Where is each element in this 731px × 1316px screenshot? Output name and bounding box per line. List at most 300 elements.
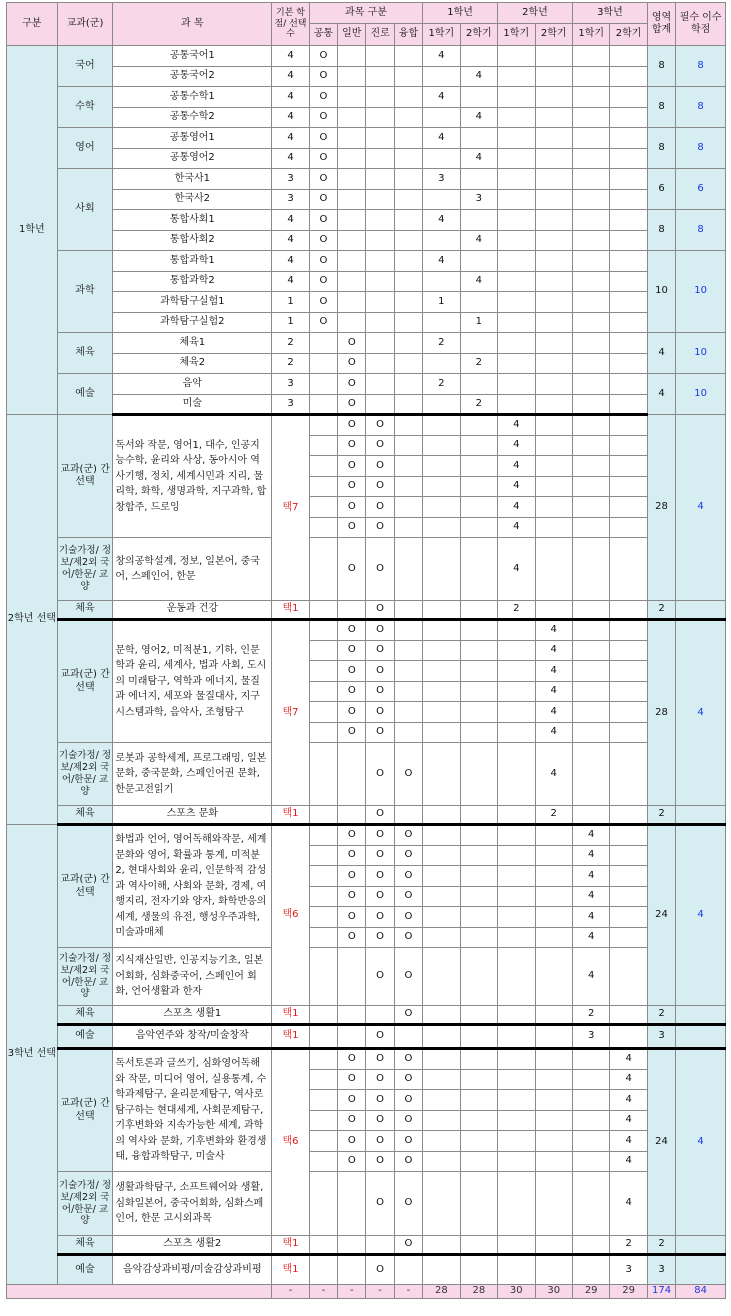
- semester-credit: [535, 292, 572, 313]
- type-mark: [338, 1236, 366, 1255]
- type-mark: O: [309, 251, 337, 272]
- type-mark: [394, 148, 422, 169]
- semester-credit: [572, 661, 609, 682]
- semester-credit: [498, 845, 535, 866]
- semester-credit: [423, 107, 460, 128]
- type-mark: [309, 601, 337, 620]
- semester-credit: [535, 825, 572, 846]
- credit-value: 3: [272, 169, 309, 190]
- type-mark: [366, 333, 394, 354]
- semester-credit: [572, 517, 609, 538]
- subject-name: 스포츠 문화: [113, 806, 272, 825]
- totals-dash: -: [366, 1285, 394, 1299]
- table-row: [7, 128, 726, 149]
- semester-credit: [535, 866, 572, 887]
- semester-credit: [610, 476, 647, 497]
- semester-credit: [460, 1131, 497, 1152]
- semester-credit: 4: [423, 128, 460, 149]
- totals-label: [7, 1285, 272, 1299]
- type-mark: [309, 476, 337, 497]
- type-mark: [309, 1049, 337, 1070]
- header-sem: 2학기: [535, 24, 572, 46]
- semester-credit: [498, 620, 535, 641]
- semester-credit: [460, 866, 497, 887]
- type-mark: [394, 169, 422, 190]
- required-credits: 4: [676, 825, 726, 1006]
- header-sem: 1학기: [423, 24, 460, 46]
- semester-credit: [423, 661, 460, 682]
- semester-credit: [423, 435, 460, 456]
- credit-value: 4: [272, 251, 309, 272]
- semester-credit: [572, 601, 609, 620]
- semester-credit: [423, 681, 460, 702]
- area-total: 8: [647, 46, 675, 87]
- type-mark: O: [394, 1049, 422, 1070]
- type-mark: [309, 948, 337, 1006]
- header-type-common: 공통: [309, 24, 337, 46]
- semester-credit: [460, 292, 497, 313]
- semester-credit: [610, 640, 647, 661]
- semester-credit: [498, 292, 535, 313]
- type-mark: O: [366, 927, 394, 948]
- semester-credit: 4: [572, 927, 609, 948]
- type-mark: [309, 620, 337, 641]
- semester-credit: [498, 661, 535, 682]
- semester-credit: [535, 210, 572, 231]
- semester-credit: [498, 1069, 535, 1090]
- totals-dash: -: [394, 1285, 422, 1299]
- table-row: [7, 374, 726, 395]
- semester-credit: [423, 845, 460, 866]
- semester-credit: 2: [498, 601, 535, 620]
- area-label: 예술: [57, 374, 113, 415]
- semester-credit: [610, 702, 647, 723]
- type-mark: [394, 128, 422, 149]
- semester-credit: [610, 886, 647, 907]
- area-total: 3: [647, 1255, 675, 1285]
- semester-credit: [460, 1025, 497, 1049]
- required-credits: 10: [676, 333, 726, 374]
- subject-name: 체육2: [113, 353, 272, 374]
- type-mark: [309, 1151, 337, 1172]
- type-mark: O: [366, 1151, 394, 1172]
- type-mark: O: [366, 806, 394, 825]
- area-total: 8: [647, 128, 675, 169]
- semester-credit: [535, 251, 572, 272]
- semester-credit: 3: [460, 189, 497, 210]
- semester-credit: [572, 128, 609, 149]
- semester-credit: [423, 1069, 460, 1090]
- area-total: 4: [647, 333, 675, 374]
- type-mark: O: [309, 87, 337, 108]
- type-mark: O: [366, 1025, 394, 1049]
- type-mark: O: [366, 497, 394, 518]
- table-row: [7, 415, 726, 436]
- area-label: 기술가정/ 정보/제2외 국어/한문/ 교양: [57, 743, 113, 806]
- area-label: 영어: [57, 128, 113, 169]
- totals-semester: 29: [610, 1285, 647, 1299]
- semester-credit: [460, 1151, 497, 1172]
- semester-credit: [498, 948, 535, 1006]
- semester-credit: 2: [610, 1236, 647, 1255]
- credit-value: 3: [272, 374, 309, 395]
- semester-credit: [460, 825, 497, 846]
- table-row: [7, 1006, 726, 1025]
- semester-credit: [535, 456, 572, 477]
- type-mark: O: [338, 517, 366, 538]
- subject-name: 한국사1: [113, 169, 272, 190]
- semester-credit: [610, 435, 647, 456]
- type-mark: [309, 1255, 337, 1285]
- semester-credit: 4: [460, 66, 497, 87]
- semester-credit: [610, 681, 647, 702]
- table-row: [7, 148, 726, 169]
- semester-credit: [572, 640, 609, 661]
- table-row: [7, 806, 726, 825]
- semester-credit: [535, 1151, 572, 1172]
- semester-credit: 4: [535, 681, 572, 702]
- semester-credit: [460, 806, 497, 825]
- semester-credit: [610, 497, 647, 518]
- type-mark: [309, 866, 337, 887]
- semester-credit: [423, 394, 460, 415]
- semester-credit: [535, 107, 572, 128]
- semester-credit: [610, 661, 647, 682]
- type-mark: [394, 66, 422, 87]
- table-row: [7, 1236, 726, 1255]
- header-sem: 1학기: [498, 24, 535, 46]
- type-mark: [366, 210, 394, 231]
- semester-credit: [535, 927, 572, 948]
- type-mark: [366, 46, 394, 67]
- area-total: 2: [647, 1236, 675, 1255]
- semester-credit: [610, 620, 647, 641]
- header-area-total: 영역 합계: [647, 3, 675, 46]
- area-label: 기술가정/ 정보/제2외 국어/한문/ 교양: [57, 948, 113, 1006]
- type-mark: [394, 435, 422, 456]
- selection-count: 택1: [272, 1236, 309, 1255]
- semester-credit: [423, 148, 460, 169]
- semester-credit: [610, 189, 647, 210]
- semester-credit: [498, 353, 535, 374]
- semester-credit: [610, 312, 647, 333]
- type-mark: [309, 886, 337, 907]
- subject-name: 통합사회1: [113, 210, 272, 231]
- type-mark: [394, 189, 422, 210]
- credit-value: 4: [272, 210, 309, 231]
- type-mark: [309, 661, 337, 682]
- table-row: [7, 189, 726, 210]
- type-mark: [366, 353, 394, 374]
- type-mark: [394, 640, 422, 661]
- semester-credit: [610, 169, 647, 190]
- semester-credit: [610, 825, 647, 846]
- semester-credit: [572, 292, 609, 313]
- semester-credit: [460, 722, 497, 743]
- semester-credit: [423, 497, 460, 518]
- semester-credit: [460, 251, 497, 272]
- semester-credit: 4: [610, 1090, 647, 1111]
- type-mark: [394, 702, 422, 723]
- totals-semester: 28: [460, 1285, 497, 1299]
- subject-name: 음악: [113, 374, 272, 395]
- semester-credit: [498, 640, 535, 661]
- area-label: 기술가정/ 정보/제2외 국어/한문/ 교양: [57, 538, 113, 601]
- type-mark: O: [309, 66, 337, 87]
- type-mark: O: [338, 640, 366, 661]
- type-mark: O: [394, 1069, 422, 1090]
- semester-credit: [572, 1069, 609, 1090]
- semester-credit: [460, 1236, 497, 1255]
- semester-credit: [460, 948, 497, 1006]
- table-row: [7, 948, 726, 1006]
- semester-credit: [423, 620, 460, 641]
- table-row: [7, 271, 726, 292]
- semester-credit: [610, 353, 647, 374]
- semester-credit: [572, 312, 609, 333]
- area-label: 기술가정/ 정보/제2외 국어/한문/ 교양: [57, 1172, 113, 1236]
- semester-credit: [610, 271, 647, 292]
- semester-credit: 3: [423, 169, 460, 190]
- semester-credit: [460, 661, 497, 682]
- type-mark: O: [366, 601, 394, 620]
- semester-credit: [535, 353, 572, 374]
- subject-list: 로봇과 공학세계, 프로그래밍, 일본문화, 중국문화, 스페인어권 문화, 한문고전읽기: [113, 743, 272, 806]
- semester-credit: [460, 538, 497, 601]
- area-label: 수학: [57, 87, 113, 128]
- semester-credit: [610, 394, 647, 415]
- header-type-general: 일반: [338, 24, 366, 46]
- semester-credit: 4: [610, 1049, 647, 1070]
- type-mark: [309, 907, 337, 928]
- type-mark: [309, 702, 337, 723]
- semester-credit: [535, 948, 572, 1006]
- area-total: 2: [647, 806, 675, 825]
- semester-credit: [572, 681, 609, 702]
- semester-credit: [498, 806, 535, 825]
- semester-credit: [498, 1151, 535, 1172]
- selection-count: 택1: [272, 1255, 309, 1285]
- table-row: [7, 394, 726, 415]
- semester-credit: [535, 601, 572, 620]
- semester-credit: [460, 927, 497, 948]
- semester-credit: [460, 476, 497, 497]
- semester-credit: [423, 601, 460, 620]
- type-mark: O: [338, 722, 366, 743]
- semester-credit: [610, 128, 647, 149]
- type-mark: [309, 1090, 337, 1111]
- type-mark: [394, 312, 422, 333]
- semester-credit: 2: [572, 1006, 609, 1025]
- semester-credit: [498, 1110, 535, 1131]
- semester-credit: [498, 681, 535, 702]
- semester-credit: 4: [498, 497, 535, 518]
- semester-credit: 2: [535, 806, 572, 825]
- semester-credit: [498, 1255, 535, 1285]
- type-mark: [366, 128, 394, 149]
- semester-credit: [423, 1025, 460, 1049]
- semester-credit: [610, 415, 647, 436]
- type-mark: O: [338, 1151, 366, 1172]
- totals-required: 84: [676, 1285, 726, 1299]
- semester-credit: [498, 866, 535, 887]
- semester-credit: [610, 333, 647, 354]
- semester-credit: [460, 886, 497, 907]
- type-mark: [394, 230, 422, 251]
- semester-credit: [498, 394, 535, 415]
- grade2-label: 2학년 선택: [7, 415, 58, 825]
- semester-credit: [610, 907, 647, 928]
- semester-credit: 4: [498, 476, 535, 497]
- type-mark: O: [366, 866, 394, 887]
- subject-list: 독서와 작문, 영어1, 대수, 인공지능수학, 윤리와 사상, 동아시아 역사기행, 정치, 세계시민과 지리, 물리학, 화학, 생명과학, 지구과학, 합창합주, 드로잉: [113, 415, 272, 538]
- totals-dash: -: [309, 1285, 337, 1299]
- credit-value: 4: [272, 230, 309, 251]
- type-mark: O: [366, 1049, 394, 1070]
- type-mark: [338, 743, 366, 806]
- table-row: [7, 66, 726, 87]
- type-mark: O: [338, 886, 366, 907]
- credit-value: 4: [272, 87, 309, 108]
- type-mark: O: [366, 886, 394, 907]
- type-mark: O: [309, 169, 337, 190]
- semester-credit: [572, 1090, 609, 1111]
- semester-credit: 4: [610, 1069, 647, 1090]
- semester-credit: 4: [535, 661, 572, 682]
- required-credits: 8: [676, 128, 726, 169]
- semester-credit: [460, 435, 497, 456]
- type-mark: O: [394, 927, 422, 948]
- semester-credit: [535, 46, 572, 67]
- type-mark: [338, 210, 366, 231]
- selection-count: 택7: [272, 620, 309, 806]
- type-mark: O: [366, 845, 394, 866]
- semester-credit: [610, 1025, 647, 1049]
- semester-credit: 4: [610, 1110, 647, 1131]
- type-mark: O: [394, 1236, 422, 1255]
- semester-credit: [572, 189, 609, 210]
- semester-credit: 1: [423, 292, 460, 313]
- type-mark: [338, 1172, 366, 1236]
- subject-name: 통합과학1: [113, 251, 272, 272]
- semester-credit: [423, 825, 460, 846]
- table-row: [7, 743, 726, 806]
- semester-credit: [572, 435, 609, 456]
- semester-credit: [498, 1090, 535, 1111]
- type-mark: O: [394, 743, 422, 806]
- type-mark: [309, 927, 337, 948]
- type-mark: [366, 271, 394, 292]
- selection-count: 택6: [272, 1049, 309, 1236]
- selection-count: 택1: [272, 806, 309, 825]
- type-mark: [394, 517, 422, 538]
- semester-credit: [572, 374, 609, 395]
- area-label: 체육: [57, 601, 113, 620]
- semester-credit: [572, 620, 609, 641]
- type-mark: O: [366, 538, 394, 601]
- type-mark: O: [366, 681, 394, 702]
- type-mark: O: [394, 825, 422, 846]
- type-mark: [338, 601, 366, 620]
- area-total: 8: [647, 210, 675, 251]
- semester-credit: [610, 66, 647, 87]
- semester-credit: 4: [572, 886, 609, 907]
- type-mark: [366, 87, 394, 108]
- semester-credit: 4: [460, 230, 497, 251]
- semester-credit: [460, 620, 497, 641]
- semester-credit: [610, 806, 647, 825]
- type-mark: [394, 661, 422, 682]
- subject-name: 공통국어2: [113, 66, 272, 87]
- type-mark: O: [338, 1090, 366, 1111]
- type-mark: O: [366, 435, 394, 456]
- semester-credit: [498, 230, 535, 251]
- type-mark: O: [394, 1110, 422, 1131]
- semester-credit: 4: [498, 415, 535, 436]
- grade1-label: 1학년: [7, 46, 58, 415]
- semester-credit: 4: [423, 87, 460, 108]
- semester-credit: [460, 702, 497, 723]
- subject-list: 지식재산일반, 인공지능기초, 일본어회화, 심화중국어, 스페인어 회화, 언어생활과 한자: [113, 948, 272, 1006]
- selection-count: 택7: [272, 415, 309, 601]
- semester-credit: [610, 87, 647, 108]
- type-mark: [309, 1025, 337, 1049]
- totals-semester: 30: [498, 1285, 535, 1299]
- type-mark: [366, 169, 394, 190]
- semester-credit: [498, 374, 535, 395]
- semester-credit: [498, 886, 535, 907]
- semester-credit: [572, 353, 609, 374]
- selection-count: 택6: [272, 825, 309, 1006]
- type-mark: [309, 353, 337, 374]
- area-total: 6: [647, 169, 675, 210]
- type-mark: O: [309, 271, 337, 292]
- type-mark: O: [394, 1090, 422, 1111]
- type-mark: [394, 497, 422, 518]
- type-mark: O: [394, 907, 422, 928]
- required-credits: 4: [676, 415, 726, 601]
- semester-credit: [498, 169, 535, 190]
- required-credits: 6: [676, 169, 726, 210]
- semester-credit: [460, 845, 497, 866]
- semester-credit: 4: [460, 148, 497, 169]
- type-mark: [338, 251, 366, 272]
- semester-credit: [498, 107, 535, 128]
- semester-credit: [460, 1069, 497, 1090]
- semester-credit: [535, 87, 572, 108]
- type-mark: O: [338, 374, 366, 395]
- header-credits: 기본 학점/ 선택수: [272, 3, 309, 46]
- semester-credit: [423, 271, 460, 292]
- type-mark: O: [309, 128, 337, 149]
- totals-semester: 28: [423, 1285, 460, 1299]
- semester-credit: [423, 1172, 460, 1236]
- semester-credit: [535, 189, 572, 210]
- subject-list: 독서토론과 글쓰기, 심화영어독해와 작문, 미디어 영어, 실용통계, 수학과제탐구, 윤리문제탐구, 역사로 탐구하는 현대세계, 사회문제탐구, 기후변화와 지속가능한 세계, 과학의 역사와 문화, 기후변화와 환경생태, 융합과학탐구, 미술사: [113, 1049, 272, 1172]
- credit-value: 1: [272, 292, 309, 313]
- semester-credit: [460, 601, 497, 620]
- type-mark: [366, 394, 394, 415]
- subject-name: 음악연주와 창작/미술창작: [113, 1025, 272, 1049]
- area-label: 체육: [57, 333, 113, 374]
- area-total: 8: [647, 87, 675, 128]
- table-row: [7, 46, 726, 67]
- type-mark: [338, 189, 366, 210]
- semester-credit: [423, 415, 460, 436]
- type-mark: O: [366, 456, 394, 477]
- semester-credit: [610, 210, 647, 231]
- subject-list: 화법과 언어, 영어독해와작문, 세계문화와 영어, 확률과 통계, 미적분2, 현대사회와 윤리, 인문학적 감성과 역사이해, 사회와 문화, 경제, 여행지리, 전자기와 양자, 화학반응의 세계, 생물의 유전, 행성우주과학, 미술과매체: [113, 825, 272, 948]
